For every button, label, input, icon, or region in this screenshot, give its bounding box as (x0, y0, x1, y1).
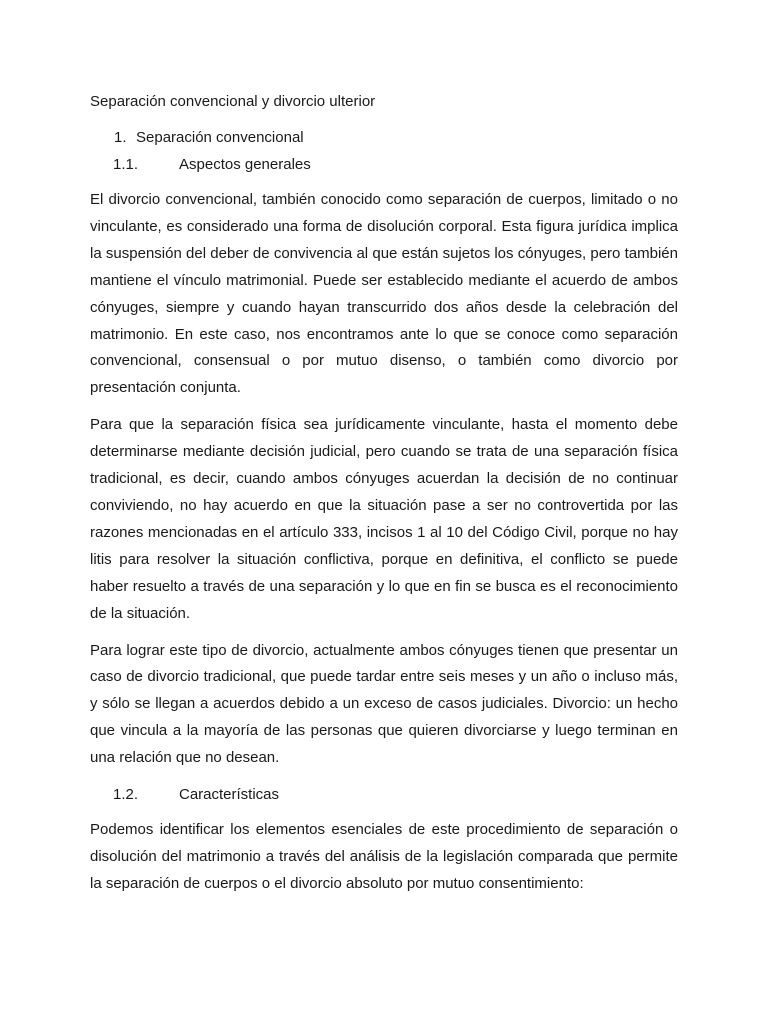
section-1-heading (90, 126, 678, 150)
subsection-1-1-heading (90, 153, 678, 177)
subsection-1-1-number: 1.1. (113, 156, 139, 173)
subsection-1-2-heading (90, 783, 678, 807)
document-page (90, 90, 678, 898)
paragraph-1: El divorcio convencional, también conocido como separación de cuerpos, limitado o no vinculante, es considerado una forma de disolución corporal. Esta figura jurídica implica la suspensión del deber de convivencia al que están sujetos los cónyuges, pero también mantiene el vínculo matrimonial. Puede ser establecido mediante el acuerdo de ambos cónyuges, siempre y cuando hayan transcurrido dos años desde la celebración del matrimonio. En este caso, nos encontramos ante lo que se conoce como separación convencional, consensual o por mutuo disenso, o también como divorcio por presentación conjunta. (90, 191, 678, 397)
section-1-label: Separación convencional (136, 129, 304, 146)
paragraph-4: Podemos identificar los elementos esenciales de este procedimiento de separación o disolución del matrimonio a través del análisis de la legislación comparada que permite la separación de cuerpos o el divorcio absoluto por mutuo consentimiento: (90, 821, 678, 892)
subsection-1-2-number: 1.2. (113, 786, 139, 804)
paragraph-2: Para que la separación física sea jurídicamente vinculante, hasta el momento debe determinarse mediante decisión judicial, pero cuando se trata de una separación física tradicional, es decir, cuando ambos cónyuges acuerdan la decisión de no continuar conviviendo, no hay acuerdo en que la situación pase a ser no controvertida por las razones mencionadas en el artículo 333, incisos 1 al 10 del Código Civil, porque no hay litis para resolver la situación conflictiva, porque en definitiva, el conflicto se puede haber resuelto a través de una separación y lo que en fin se busca es el reconocimiento de la situación. (90, 416, 678, 622)
paragraph-3: Para lograr este tipo de divorcio, actualmente ambos cónyuges tienen que presentar un caso de divorcio tradicional, que puede tardar entre seis meses y un año o incluso más, y sólo se llegan a acuerdos debido a un exceso de casos judiciales. Divorcio: un hecho que vincula a la mayoría de las personas que quieren divorciarse y luego terminan en una relación que no desean. (90, 641, 678, 767)
subsection-1-2-label: Características (179, 786, 280, 804)
subsection-1-1-label: Aspectos generales (179, 156, 311, 173)
section-1-number: 1. (114, 129, 127, 146)
document-title: Separación convencional y divorcio ulterior (90, 93, 376, 110)
